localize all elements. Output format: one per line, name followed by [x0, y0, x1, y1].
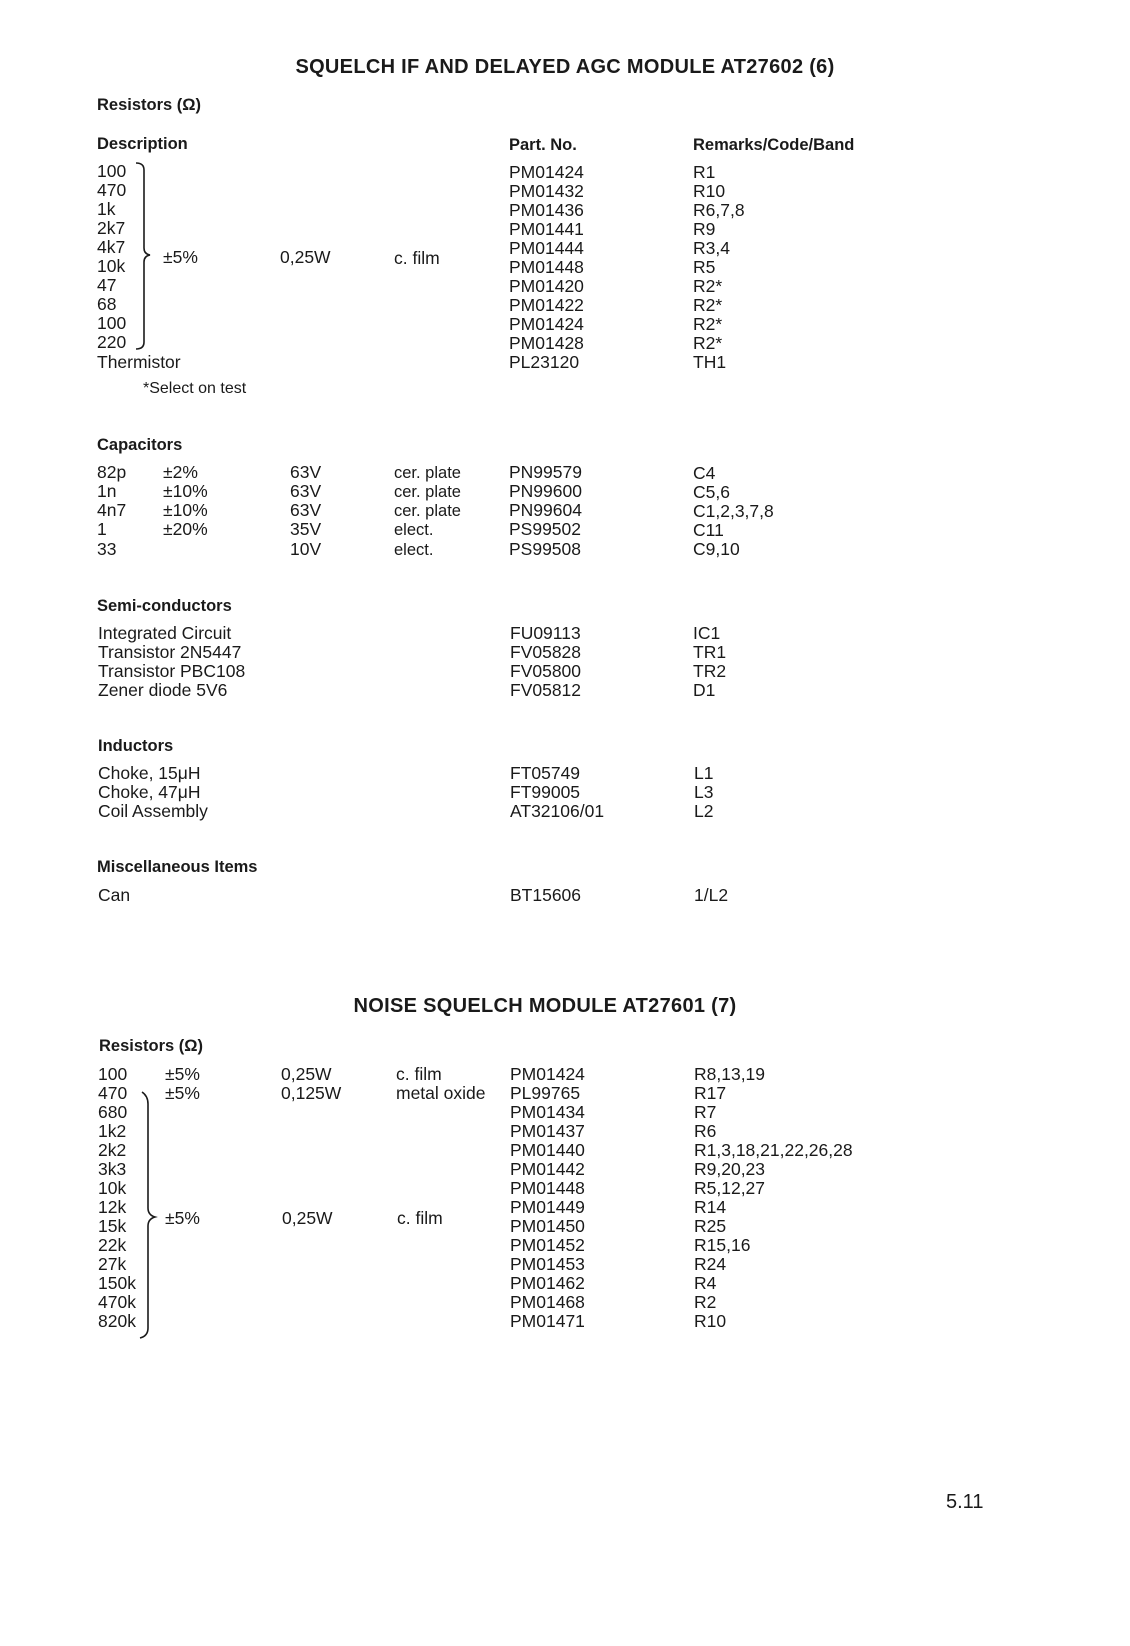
capacitor-voltage: 63V	[290, 481, 322, 501]
part-number: PM01442	[510, 1159, 585, 1179]
remark: R3,4	[693, 238, 730, 258]
remark: D1	[693, 680, 716, 700]
remark: L1	[694, 763, 714, 783]
group-type: c. film	[397, 1208, 443, 1228]
part-number: PM01424	[510, 1064, 585, 1084]
resistor-value: 470	[97, 180, 127, 200]
remark: R9	[693, 219, 716, 239]
group-tolerance: ±5%	[165, 1208, 200, 1228]
remark: L2	[694, 801, 714, 821]
part-number: PM01450	[510, 1216, 585, 1236]
capacitor-value: 1	[97, 519, 107, 539]
resistor-value: 470	[98, 1083, 128, 1103]
resistor-value: 680	[98, 1102, 128, 1122]
remark: TR1	[693, 642, 727, 662]
part-number: PL23120	[509, 352, 580, 372]
part-number: PM01422	[509, 295, 584, 315]
resistor-value: 2k2	[98, 1140, 127, 1160]
section1-resistors-heading: Resistors (Ω)	[97, 96, 202, 114]
component-description: Can	[98, 885, 131, 905]
col-remarks-header: Remarks/Code/Band	[693, 136, 855, 154]
resistor-value: 100	[97, 161, 127, 181]
remark: R10	[694, 1311, 727, 1331]
remark: C1,2,3,7,8	[693, 501, 774, 521]
component-description: Transistor 2N5447	[98, 642, 242, 662]
part-number: FV05828	[510, 642, 582, 662]
remark: R6,7,8	[693, 200, 745, 220]
resistor-value: 68	[97, 294, 117, 314]
remark: R2*	[693, 314, 723, 334]
col-description-header: Description	[97, 135, 188, 153]
resistor-rating: 0,125W	[281, 1083, 342, 1103]
resistor-value: 4k7	[97, 237, 126, 257]
component-description: Coil Assembly	[98, 801, 208, 821]
remark: C4	[693, 463, 716, 483]
remark: R2*	[693, 295, 723, 315]
col-part-header: Part. No.	[509, 136, 577, 154]
remark: R5,12,27	[694, 1178, 766, 1198]
part-number: PL99765	[510, 1083, 581, 1103]
capacitor-type: cer. plate	[394, 464, 461, 482]
part-number: PM01453	[510, 1254, 585, 1274]
remark: R4	[694, 1273, 717, 1293]
remark: C11	[693, 520, 724, 540]
resistor-value: 22k	[98, 1235, 127, 1255]
part-number: PM01448	[509, 257, 584, 277]
select-on-test-note: *Select on test	[143, 380, 247, 397]
part-number: PM01448	[510, 1178, 585, 1198]
resistor-value: 100	[97, 313, 127, 333]
remark: R7	[694, 1102, 717, 1122]
part-number: FT05749	[510, 763, 581, 783]
part-number: FU09113	[510, 623, 581, 643]
remark: R24	[694, 1254, 727, 1274]
capacitor-value: 82p	[97, 462, 127, 482]
capacitor-tolerance: ±10%	[163, 500, 208, 520]
resistor-value: 470k	[98, 1292, 136, 1312]
capacitor-value: 1n	[97, 481, 117, 501]
component-description: Integrated Circuit	[98, 623, 232, 643]
part-number: FT99005	[510, 782, 581, 802]
grouping-brace	[134, 162, 154, 352]
part-number: PM01440	[510, 1140, 585, 1160]
resistor-value: 27k	[98, 1254, 127, 1274]
part-number: PN99600	[509, 481, 582, 501]
remark: L3	[694, 782, 714, 802]
resistor-value: 15k	[98, 1216, 127, 1236]
part-number: PM01444	[509, 238, 584, 258]
capacitor-tolerance: ±2%	[163, 462, 198, 482]
resistor-value: 220	[97, 332, 127, 352]
capacitor-type: cer. plate	[394, 502, 461, 520]
part-number: AT32106/01	[510, 801, 605, 821]
resistor-type: c. film	[396, 1064, 442, 1084]
part-number: PN99579	[509, 462, 582, 482]
remark: R2	[694, 1292, 717, 1312]
remark: R9,20,23	[694, 1159, 766, 1179]
resistor-value: 1k	[97, 199, 116, 219]
resistor-value: 1k2	[98, 1121, 127, 1141]
part-number: PM01441	[509, 219, 584, 239]
section2-title: NOISE SQUELCH MODULE AT27601 (7)	[353, 995, 737, 1017]
capacitor-tolerance: ±10%	[163, 481, 208, 501]
page-number: 5.11	[946, 1491, 984, 1513]
resistor-tolerance: ±5%	[165, 1064, 200, 1084]
resistor-tolerance: ±5%	[165, 1083, 200, 1103]
part-number: PM01432	[509, 181, 584, 201]
remark: R2*	[693, 333, 723, 353]
part-number: PS99508	[509, 539, 582, 559]
part-number: PM01468	[510, 1292, 585, 1312]
part-number: PM01424	[509, 314, 584, 334]
resistor-value: 3k3	[98, 1159, 127, 1179]
remark: R1	[693, 162, 716, 182]
semiconductors-heading: Semi-conductors	[97, 597, 232, 615]
part-number: FV05812	[510, 680, 582, 700]
part-number: FV05800	[510, 661, 582, 681]
resistor-type: c. film	[394, 248, 440, 268]
part-number: PM01462	[510, 1273, 585, 1293]
misc-heading: Miscellaneous Items	[97, 858, 258, 876]
resistor-rating: 0,25W	[281, 1064, 332, 1084]
remark: R15,16	[694, 1235, 751, 1255]
capacitor-type: elect.	[394, 521, 434, 539]
remark: R2*	[693, 276, 723, 296]
part-number: PM01449	[510, 1197, 585, 1217]
remark: C5,6	[693, 482, 730, 502]
part-number: PS99502	[509, 519, 582, 539]
capacitor-voltage: 63V	[290, 462, 322, 482]
part-number: BT15606	[510, 885, 582, 905]
remark: R6	[694, 1121, 717, 1141]
capacitor-voltage: 35V	[290, 519, 322, 539]
component-description: Choke, 47μH	[98, 782, 201, 802]
resistor-value: 100	[98, 1064, 128, 1084]
group-rating: 0,25W	[282, 1208, 333, 1228]
part-number: PN99604	[509, 500, 582, 520]
remark: R17	[694, 1083, 727, 1103]
part-number: PM01424	[509, 162, 584, 182]
resistor-type: metal oxide	[396, 1083, 486, 1103]
component-description: Choke, 15μH	[98, 763, 201, 783]
section2-resistors-heading: Resistors (Ω)	[99, 1037, 204, 1055]
remark: R5	[693, 257, 716, 277]
capacitors-heading: Capacitors	[97, 436, 183, 454]
remark: TH1	[693, 352, 727, 372]
resistor-value: Thermistor	[97, 352, 181, 372]
component-description: Transistor PBC108	[98, 661, 246, 681]
part-number: PM01436	[509, 200, 584, 220]
remark: 1/L2	[694, 885, 729, 905]
component-description: Zener diode 5V6	[98, 680, 228, 700]
resistor-value: 10k	[98, 1178, 127, 1198]
capacitor-value: 4n7	[97, 500, 127, 520]
resistor-value: 47	[97, 275, 117, 295]
capacitor-voltage: 10V	[290, 539, 322, 559]
remark: IC1	[693, 623, 721, 643]
resistor-rating: 0,25W	[280, 247, 331, 267]
part-number: PM01434	[510, 1102, 585, 1122]
resistor-value: 2k7	[97, 218, 126, 238]
capacitor-tolerance: ±20%	[163, 519, 208, 539]
remark: R8,13,19	[694, 1064, 766, 1084]
capacitor-voltage: 63V	[290, 500, 322, 520]
capacitor-type: elect.	[394, 541, 434, 559]
grouping-brace	[138, 1090, 160, 1340]
capacitor-type: cer. plate	[394, 483, 461, 501]
remark: C9,10	[693, 539, 740, 559]
remark: R1,3,18,21,22,26,28	[694, 1140, 853, 1160]
resistor-tolerance: ±5%	[163, 247, 198, 267]
part-number: PM01428	[509, 333, 584, 353]
remark: R25	[694, 1216, 727, 1236]
resistor-value: 150k	[98, 1273, 136, 1293]
inductors-heading: Inductors	[98, 737, 174, 755]
resistor-value: 820k	[98, 1311, 136, 1331]
resistor-value: 12k	[98, 1197, 127, 1217]
part-number: PM01452	[510, 1235, 585, 1255]
part-number: PM01471	[510, 1311, 585, 1331]
capacitor-value: 33	[97, 539, 117, 559]
remark: TR2	[693, 661, 727, 681]
section1-title: SQUELCH IF AND DELAYED AGC MODULE AT27602 (6)	[295, 56, 835, 78]
remark: R14	[694, 1197, 727, 1217]
part-number: PM01437	[510, 1121, 585, 1141]
remark: R10	[693, 181, 726, 201]
part-number: PM01420	[509, 276, 584, 296]
resistor-value: 10k	[97, 256, 126, 276]
